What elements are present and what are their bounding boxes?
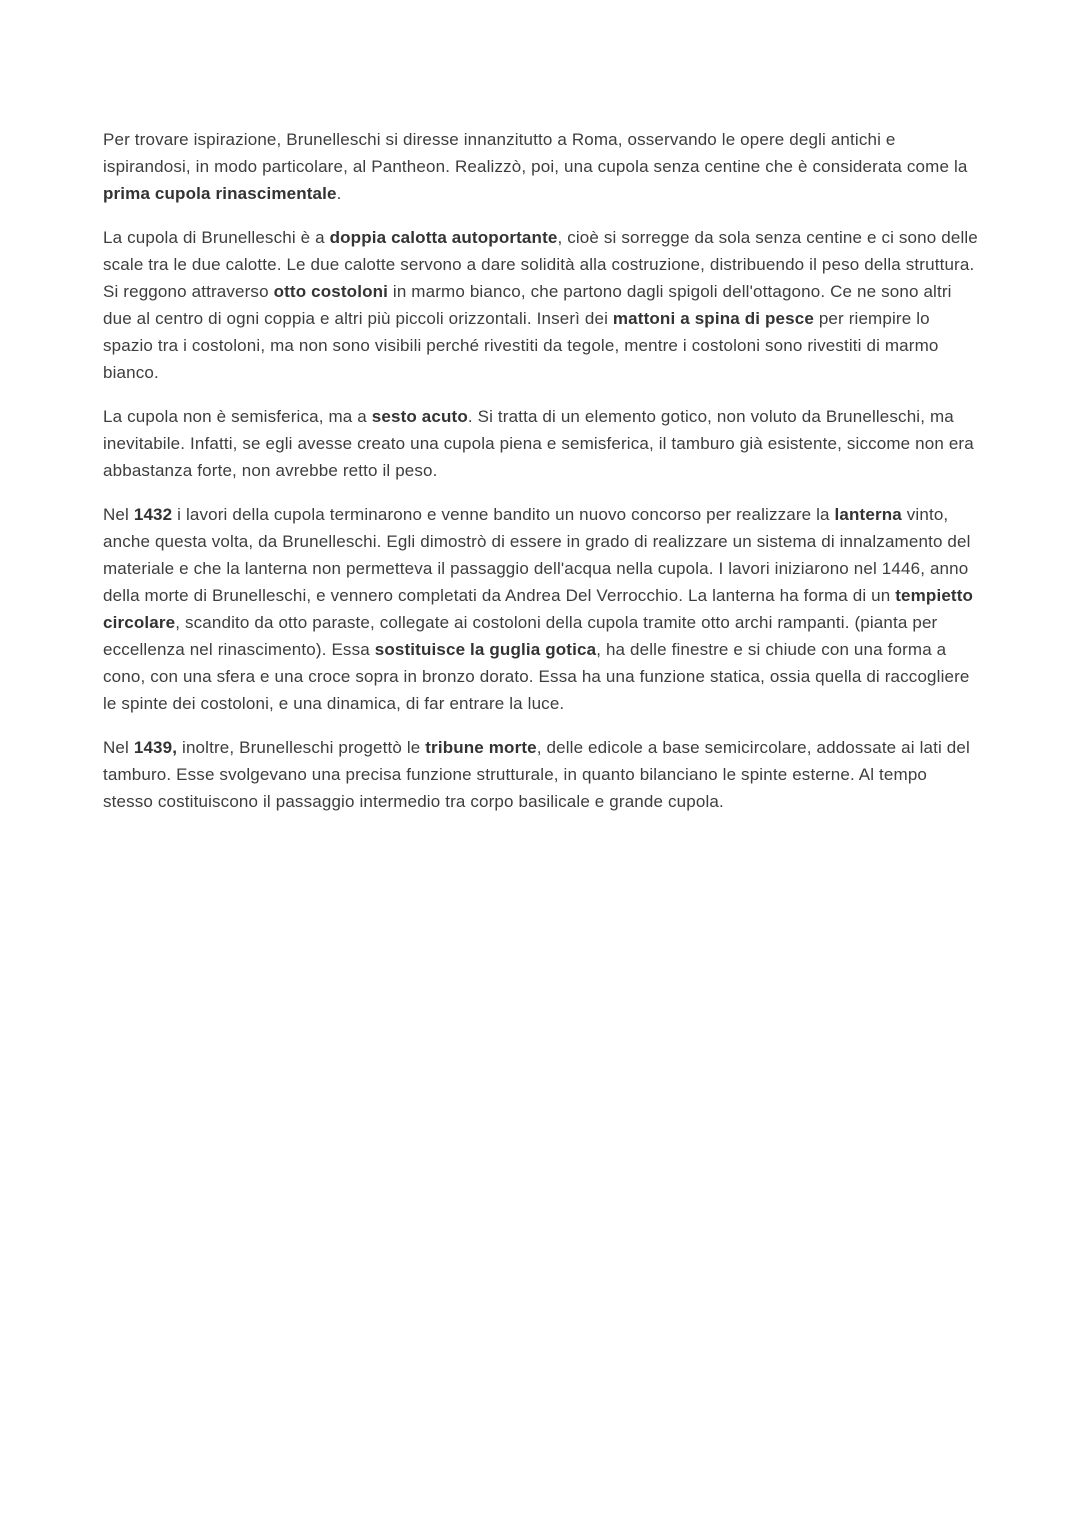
- text-run: Per trovare ispirazione, Brunelleschi si diresse innanzitutto a Roma, osservando le opere degli antichi e ispirandosi, in modo particolare, al Pantheon. Realizzò, poi, una cupola senza centine che è considerata come la: [103, 130, 968, 176]
- bold-text-run: otto costoloni: [273, 282, 389, 301]
- text-run: , cioè si sorregge da sola senza centine e ci sono delle scale tra le due calotte. Le due calotte servono a dare solidità alla costruzione, distribuendo il peso della struttura. Si reggono attraverso: [103, 228, 978, 301]
- document-body: [103, 126, 980, 815]
- text-run: per riempire lo spazio tra i costoloni, ma non sono visibili perché rivestiti da tegole, mentre i costoloni sono rivestiti di marmo bianco.: [103, 309, 939, 382]
- text-run: .: [336, 184, 342, 203]
- bold-text-run: sesto acuto: [371, 407, 468, 426]
- paragraph-4: [103, 501, 980, 717]
- text-run: in marmo bianco, che partono dagli spigoli dell'ottagono. Ce ne sono altri due al centro di ogni coppia e altri più piccoli orizzontali. Inserì dei: [103, 282, 952, 328]
- text-run: Nel: [103, 738, 134, 757]
- paragraph-5: [103, 734, 980, 815]
- bold-text-run: tempietto circolare: [103, 586, 974, 632]
- bold-text-run: tribune morte: [425, 738, 537, 757]
- bold-text-run: sostituisce la guglia gotica: [374, 640, 597, 659]
- text-run: Nel: [103, 505, 134, 524]
- text-run: vinto, anche questa volta, da Brunelleschi. Egli dimostrò di essere in grado di realizzare un sistema di innalzamento del materiale e che la lanterna non permetteva il passaggio dell'acqua nella cupola. I lavori iniziarono nel 1446, anno della morte di Brunelleschi, e vennero completati da Andrea Del Verrocchio. La lanterna ha forma di un: [103, 505, 971, 605]
- paragraph-3: [103, 403, 980, 484]
- bold-text-run: doppia calotta autoportante: [329, 228, 558, 247]
- bold-text-run: prima cupola rinascimentale: [103, 184, 337, 203]
- text-run: , delle edicole a base semicircolare, addossate ai lati del tamburo. Esse svolgevano una precisa funzione strutturale, in quanto bilanciano le spinte esterne. Al tempo stesso costituiscono il passaggio intermedio tra corpo basilicale e grande cupola.: [103, 738, 970, 811]
- bold-text-run: 1432: [133, 505, 173, 524]
- bold-text-run: lanterna: [834, 505, 902, 524]
- bold-text-run: mattoni a spina di pesce: [612, 309, 814, 328]
- text-run: i lavori della cupola terminarono e venne bandito un nuovo concorso per realizzare la: [172, 505, 835, 524]
- text-run: , ha delle finestre e si chiude con una forma a cono, con una sfera e una croce sopra in bronzo dorato. Essa ha una funzione statica, ossia quella di raccogliere le spinte dei costoloni, e una dinamica, di far entrare la luce.: [103, 640, 970, 713]
- paragraph-1: [103, 126, 980, 207]
- text-run: inoltre, Brunelleschi progettò le: [177, 738, 426, 757]
- text-run: La cupola non è semisferica, ma a: [103, 407, 372, 426]
- text-run: . Si tratta di un elemento gotico, non voluto da Brunelleschi, ma inevitabile. Infatti, se egli avesse creato una cupola piena e semisferica, il tamburo già esistente, siccome non era abbastanza forte, non avrebbe retto il peso.: [103, 407, 974, 480]
- bold-text-run: 1439,: [133, 738, 178, 757]
- text-run: , scandito da otto paraste, collegate ai costoloni della cupola tramite otto archi rampanti. (pianta per eccellenza nel rinascimento). Essa: [103, 613, 938, 659]
- text-run: La cupola di Brunelleschi è a: [103, 228, 330, 247]
- paragraph-2: [103, 224, 980, 386]
